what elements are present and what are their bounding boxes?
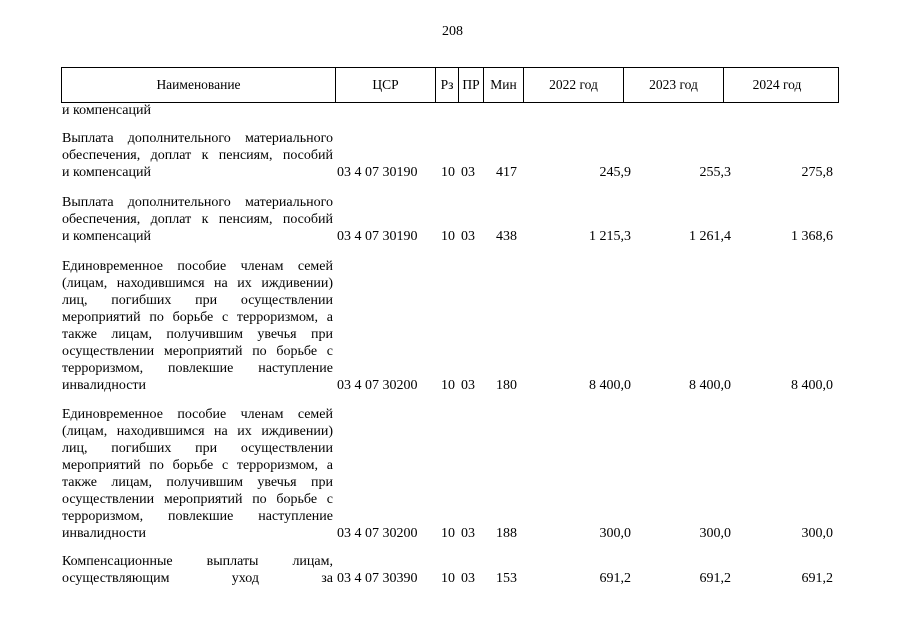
row-pr: 03	[461, 571, 475, 586]
row-min: 438	[496, 229, 517, 244]
row-value-2023: 1 261,4	[689, 229, 731, 244]
row-name-line: Компенсационные выплаты лицам,	[62, 554, 333, 569]
row-value-2022: 8 400,0	[589, 378, 631, 393]
row-name-line: и компенсаций	[62, 165, 151, 180]
row-value-2023: 8 400,0	[689, 378, 731, 393]
row-name-line: также лицам, получившим увечья при	[62, 327, 333, 342]
row-pr: 03	[461, 165, 475, 180]
row-rz: 10	[441, 165, 455, 180]
row-name-line: лиц, погибших при осуществлении	[62, 293, 333, 308]
row-name	[62, 130, 333, 181]
column-header-csr: ЦСР	[336, 68, 436, 102]
row-value-2022: 691,2	[599, 571, 631, 586]
row-csr: 03 4 07 30190	[337, 165, 418, 180]
column-header-min: Мин	[484, 68, 524, 102]
row-name-line: мероприятий по борьбе с терроризмом, а	[62, 458, 333, 473]
row-name-line: инвалидности	[62, 378, 147, 393]
row-value-2023: 255,3	[699, 165, 731, 180]
row-csr: 03 4 07 30190	[337, 229, 418, 244]
row-value-2022: 300,0	[599, 526, 631, 541]
column-header-name: Наименование	[62, 68, 336, 102]
row-csr: 03 4 07 30200	[337, 378, 418, 393]
row-value-2024: 8 400,0	[791, 378, 833, 393]
column-header-pr: ПР	[459, 68, 484, 102]
column-header-2024: 2024 год	[752, 77, 802, 92]
row-rz: 10	[441, 229, 455, 244]
row-min: 153	[496, 571, 517, 586]
row-csr: 03 4 07 30200	[337, 526, 418, 541]
row-name-line: осуществляющим уход за	[62, 571, 333, 586]
row-pr: 03	[461, 229, 475, 244]
row-pr: 03	[461, 378, 475, 393]
row-csr: 03 4 07 30390	[337, 571, 418, 586]
row-rz: 10	[441, 526, 455, 541]
table-header	[61, 67, 839, 103]
row-name-line: Выплата дополнительного материального	[62, 195, 333, 210]
row-min: 417	[496, 165, 517, 180]
row-value-2022: 245,9	[599, 165, 631, 180]
row-min: 180	[496, 378, 517, 393]
row-value-2024: 300,0	[801, 526, 833, 541]
row-name-line: Единовременное пособие членам семей	[62, 407, 333, 422]
row-name	[62, 194, 333, 245]
page-number: 208	[442, 24, 463, 39]
row-value-2024: 691,2	[801, 571, 833, 586]
row-name-line: инвалидности	[62, 526, 147, 541]
column-header-2023: 2023 год	[624, 68, 724, 102]
row-name-line: Выплата дополнительного материального	[62, 131, 333, 146]
row-name-line: (лицам, находившимся на их иждивении)	[62, 424, 333, 439]
row-name	[62, 258, 333, 394]
row-name-line: мероприятий по борьбе с терроризмом, а	[62, 310, 333, 325]
row-value-2024: 1 368,6	[791, 229, 833, 244]
row-min: 188	[496, 526, 517, 541]
row-name-line: терроризмом, повлекшие наступление	[62, 361, 333, 376]
row-name-line: лиц, погибших при осуществлении	[62, 441, 333, 456]
row-name-line: обеспечения, доплат к пенсиям, пособий	[62, 148, 333, 163]
column-header-rz: Рз	[436, 68, 459, 102]
column-header-2022: 2022 год	[524, 68, 624, 102]
row-value-2023: 300,0	[699, 526, 731, 541]
row-pr: 03	[461, 526, 475, 541]
row-name-line: (лицам, находившимся на их иждивении)	[62, 276, 333, 291]
row-name-line: осуществлении мероприятий по борьбе с	[62, 344, 333, 359]
row-rz: 10	[441, 378, 455, 393]
row-name-line: терроризмом, повлекшие наступление	[62, 509, 333, 524]
row-name-line: также лицам, получившим увечья при	[62, 475, 333, 490]
row-name-line: осуществлении мероприятий по борьбе с	[62, 492, 333, 507]
row-value-2023: 691,2	[699, 571, 731, 586]
row-name	[62, 406, 333, 542]
row-name-line: Единовременное пособие членам семей	[62, 259, 333, 274]
row-value-2022: 1 215,3	[589, 229, 631, 244]
row-value-2024: 275,8	[801, 165, 833, 180]
row-name-line: и компенсаций	[62, 229, 151, 244]
previous-row-tail: и компенсаций	[62, 103, 151, 118]
row-rz: 10	[441, 571, 455, 586]
row-name	[62, 553, 333, 587]
row-name-line: обеспечения, доплат к пенсиям, пособий	[62, 212, 333, 227]
